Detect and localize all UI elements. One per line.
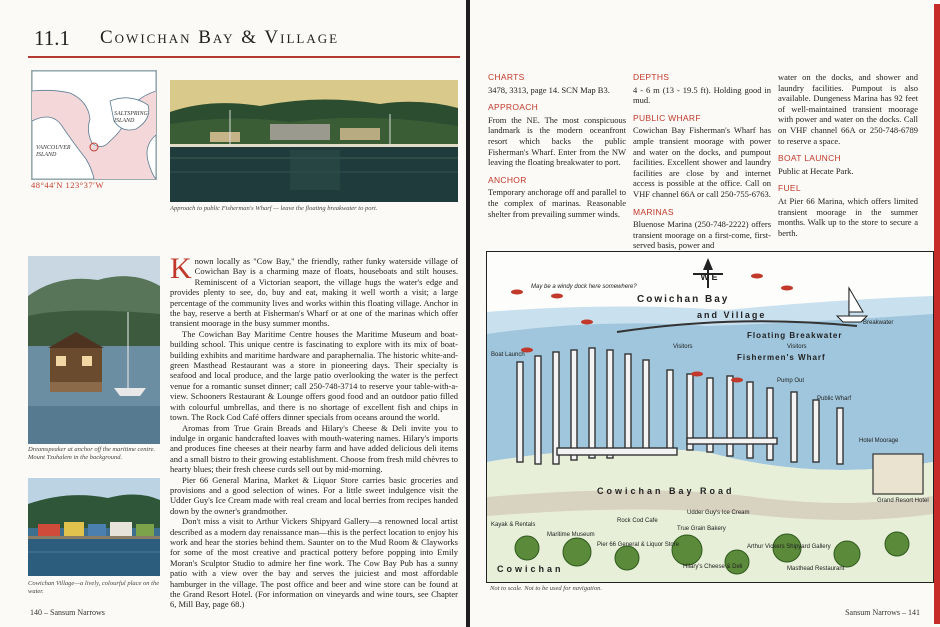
heading-boat-launch: BOAT LAUNCH <box>778 153 841 164</box>
text-anchor: Temporary anchorage off and parallel to the complex of marinas. Reasonable shelter from prevailing summer winds. <box>488 187 626 219</box>
drop-cap: K <box>170 252 192 285</box>
map-grand-resort: Grand Resort Hotel <box>877 498 929 504</box>
paragraph-1 <box>170 252 458 329</box>
caption-maritime-centre: Dreamspeaker at anchor off the maritime centre. Mount Tzuhalem in the background. <box>28 446 156 461</box>
text-fuel: At Pier 66 Marina, which offers limited transient moorage in the summer months. Walk up to the store to secure a berth. <box>778 195 918 238</box>
locator-label-saltspring: SALTSPRING ISLAND <box>114 111 148 124</box>
left-page <box>0 0 466 627</box>
grand-resort-building <box>873 454 923 494</box>
map-hotel-moorage: Hotel Moorage <box>859 438 899 444</box>
text-boat-launch: Public at Hecate Park. <box>778 165 854 176</box>
header-rule <box>28 56 460 58</box>
map-kayak: Kayak & Rentals <box>491 522 536 528</box>
map-true-grain: True Grain Bakery <box>677 526 726 532</box>
map-title-2: and Village <box>697 310 767 320</box>
map-hilarys: Hilary's Cheese & Deli <box>683 564 743 570</box>
map-breakwater-label: Floating Breakwater <box>747 331 843 340</box>
info-column-3 <box>778 72 918 245</box>
map-masthead: Masthead Restaurant <box>787 566 845 572</box>
locator-map <box>31 70 157 180</box>
chapter-number: 11.1 <box>34 26 70 50</box>
photo-village <box>28 478 160 576</box>
paragraph-1-text: nown locally as "Cow Bay," the friendly, rather funky waterside village of Cowichan Bay is a charming maze of floats, houseboats and stilt houses. Reminiscent of a Victorian seaport, the village hugs the water's edge and provides plenty to see, do, buy and eat, making it well worth a visit; a large percentage of the community lives and works within this floating village. Anchor in the bay, reserve a berth at Fisherman's Wharf or at one of the marinas which offer transient moorage in the busy summer months. <box>170 256 458 329</box>
map-pier-66: Pier 66 General & Liquor Store <box>597 542 680 548</box>
coordinates: 48°44′N 123°37′W <box>31 180 105 190</box>
text-public-wharf: Cowichan Bay Fisherman's Wharf has ample transient moorage with power and water on the docks, and pumpout facilities. Excellent shower and laundry facilities are close by and internet access is possible at the office. Call on VHF channel 66A or call 250-755-6763. <box>633 125 771 199</box>
map-visitors-1: Visitors <box>673 344 693 350</box>
locator-label-vancouver: VANCOUVER ISLAND <box>36 145 71 158</box>
heading-public-wharf: PUBLIC WHARF <box>633 112 701 123</box>
text-marinas: Bluenose Marina (250-748-2222) offers transient moorage on a first-come, first-served basis, power and <box>633 219 771 251</box>
map-cowichan-road: Cowichan Bay Road <box>597 486 735 496</box>
info-column-1 <box>488 72 626 226</box>
map-caption: Not to scale. Not to be used for navigation. <box>490 585 602 592</box>
map-compass: W E <box>700 272 718 282</box>
heading-marinas: MARINAS <box>633 206 674 217</box>
page-footer-left: 140 – Sansum Narrows <box>30 608 105 617</box>
paragraph-2: The Cowichan Bay Maritime Centre houses the Maritime Museum and boat-building school. This unique centre is fascinating to explore with its mix of boat-building exhibits and maritime hardware and paraphernalia. The historic white-and-green Masthead Restaurant was a store in pioneering days. Their specialty is seafood and local produce, and the large patio overlooking the water is the perfect venue for a romantic sunset dinner; call 250-748-3714 to reserve your table-with-a-view. Schooners Restaurant & Lounge offers good food and an outdoor patio filled with colourful umbrellas, and there is no shortage of excellent fish and chips in town. The Rock Cod Café offers dinner specials from oceans around the world. <box>170 328 458 423</box>
map-public-wharf: Public Wharf <box>817 396 852 402</box>
text-marinas-continued: water on the docks, and shower and laundry facilities. Pumpout is also available. Dungeness Marina has 92 feet of well-maintained transient moorage with power and water on the docks. Call on VHF channel 66A or 250-748-6789 to reserve a space. <box>778 72 918 146</box>
map-visitors-2: Visitors <box>787 344 807 350</box>
paragraph-5: Don't miss a visit to Arthur Vickers Shipyard Gallery—a renowned local artist described as a modern day renaissance man—this is the perfect location to enjoy his work and hear the stories behind them. Saunter on to the Mud Room & Clayworks for some of the most creative and practical pottery before popping into Emily Moran's Sculptor Studio to admire her fine work. The Cow Bay Pub has a sunny patio with a view over the bay and serves the juiciest and most affordable hamburger in the village. The post office and beer and wine store can be found at the Grand Resort Hotel. (For information on vineyards and wine tours, see Chapter 6, Mill Bay, page 68.) <box>170 516 458 610</box>
map-arthur-vickers: Arthur Vickers Shipyard Gallery <box>747 544 831 550</box>
harbour-sketch-map <box>486 251 934 583</box>
photo-maritime-centre <box>28 256 160 444</box>
heading-anchor: ANCHOR <box>488 174 527 185</box>
caption-village: Cowichan Village—a lively, colourful place on the water. <box>28 580 160 595</box>
page-footer-right: Sansum Narrows – 141 <box>845 608 920 617</box>
map-pump-out: Pump Out <box>777 378 805 384</box>
chapter-title: Cowichan Bay & Village <box>100 27 340 48</box>
map-breakwater-marker: Breakwater <box>863 320 894 326</box>
paragraph-4: Pier 66 General Marina, Market & Liquor Store carries basic groceries and provisions and a good selection of wines. For a little sweet indulgence visit the Udder Guy's Ice Cream made with real cream and local berries from recipes handed down by the owner's grandmother. <box>170 474 458 516</box>
map-wharf-label: Fishermen's Wharf <box>737 353 826 362</box>
map-rock-cod: Rock Cod Cafe <box>617 518 658 524</box>
map-maritime-museum: Maritime Museum <box>547 532 595 538</box>
heading-fuel: FUEL <box>778 183 801 194</box>
map-boat-launch: Boat Launch <box>491 352 525 358</box>
text-charts: 3478, 3313, page 14. SCN Map B3. <box>488 84 610 95</box>
heading-charts: CHARTS <box>488 72 525 82</box>
map-anchor-note: May be a windy dock here somewhere? <box>531 284 637 290</box>
edge-tab <box>934 4 940 624</box>
map-udder-guys: Udder Guy's Ice Cream <box>687 510 750 516</box>
map-title-1: Cowichan Bay <box>637 294 730 305</box>
info-column-2 <box>633 72 771 258</box>
body-text <box>170 252 458 610</box>
photo-harbour-approach <box>170 80 458 202</box>
paragraph-3: Aromas from True Grain Breads and Hilary's Cheese & Deli invite you to indulge in organic handcrafted loaves with mouth-watering names. Hilary's imports and produces fine cheeses at their nearby farm and have added delicious deli items and a small bistro to their growing establishment. Choose from fresh mild chèvres to hearty blues; their fresh cheese curds sell out by mid-morning. <box>170 422 458 475</box>
caption-harbour-approach: Approach to public Fisherman's Wharf — leave the floating breakwater to port. <box>170 205 378 212</box>
text-approach: From the NE. The most conspicuous landmark is the modern oceanfront resort which backs the public Fisherman's Wharf. Enter from the NW leaving the floating breakwater to port. <box>488 114 626 168</box>
heading-approach: APPROACH <box>488 102 539 113</box>
map-cowichan-shore: Cowichan <box>497 564 564 574</box>
text-depths: 4 - 6 m (13 - 19.5 ft). Holding good in mud. <box>633 84 771 106</box>
heading-depths: DEPTHS <box>633 72 670 82</box>
